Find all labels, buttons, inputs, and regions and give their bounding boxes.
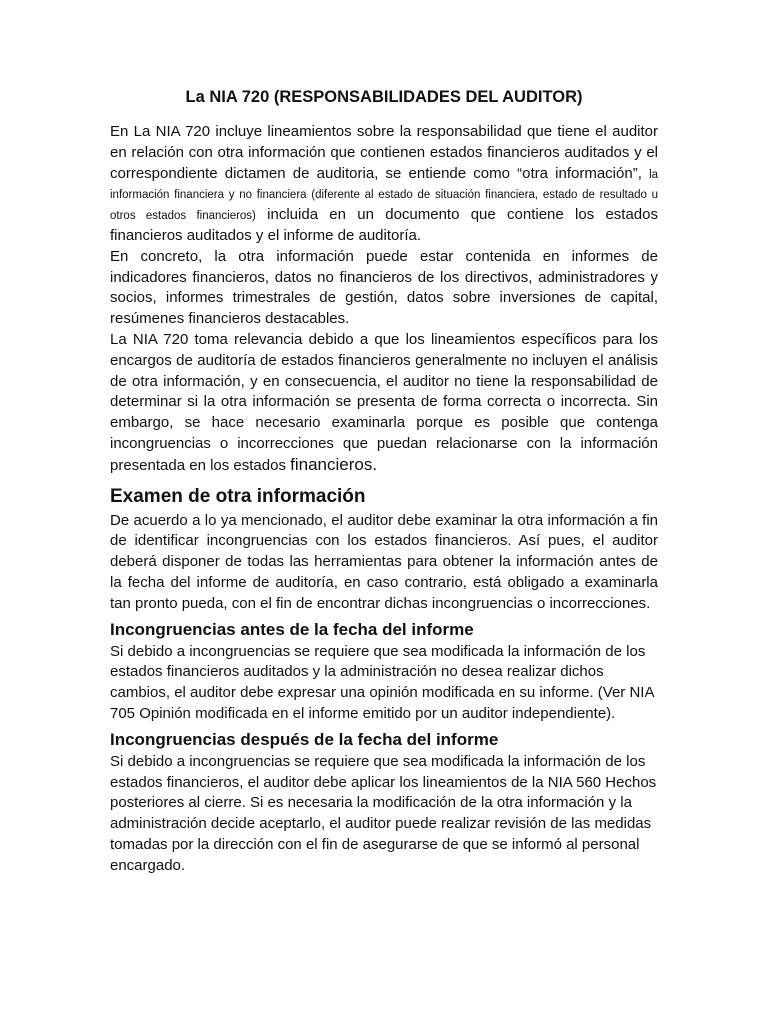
paragraph-incongruencias-antes: Si debido a incongruencias se requiere que sea modificada la información de los estados financieros auditados y la administración no desea realizar dichos cambios, el auditor debe expresar una opinión modificada en su informe. (Ver NIA 705 Opinión modificada en el informe emitido por un auditor independiente). [110,642,654,722]
intro-text-part1: En La NIA 720 incluye lineamientos sobre la responsabilidad que tiene el auditor en relación con otra información que contienen estados financieros auditados y el correspondiente dictamen de auditoria, se entiende como “otra información”, [110,123,658,182]
heading-examen: Examen de otra información [110,485,366,507]
heading-incongruencias-despues: Incongruencias después de la fecha del informe [110,729,499,749]
heading-incongruencias-antes: Incongruencias antes de la fecha del informe [110,619,474,639]
intro-paragraph [110,122,658,247]
intro-text-small: la información financiera y no financiera (diferente al estado de situación financiera, estado de resultado u otros estados financieros) [110,168,659,223]
document-title: La NIA 720 (RESPONSABILIDADES DEL AUDITOR) [185,88,583,106]
relevance-tail: financieros. [290,454,378,474]
paragraph-examples: En concreto, la otra información puede estar contenida en informes de indicadores financieros, datos no financieros de los directivos, administradores y socios, informes trimestrales de gestión, datos sobre inversiones de capital, resúmenes financieros destacables. [110,247,658,328]
paragraph-incongruencias-despues: Si debido a incongruencias se requiere que sea modificada la información de los estados financieros, el auditor debe aplicar los lineamientos de la NIA 560 Hechos posteriores al cierre. Si es necesaria la modificación de la otra información y la administración decide aceptarlo, el auditor puede realizar revisión de las medidas tomadas por la dirección con el fin de asegurarse de que se informó al personal encargado. [110,752,657,874]
intro-text-part3: incluida en un documento que contiene los estados financieros auditados y el informe de auditoría. [110,206,658,244]
paragraph-examen: De acuerdo a lo ya mencionado, el auditor debe examinar la otra información a fin de identificar incongruencias con los estados financieros. Así pues, el auditor deberá disponer de todas las herramientas para obtener la información antes de la fecha del informe de auditoría, en caso contrario, está obligado a examinarla tan pronto pueda, con el fin de encontrar dichas incongruencias o incorrecciones. [110,511,658,612]
document-body [110,86,658,877]
relevance-text: La NIA 720 toma relevancia debido a que los lineamientos específicos para los encargos de auditoría de estados financieros generalmente no incluyen el análisis de otra información, y en consecuencia, el auditor no tiene la responsabilidad de determinar si la otra información se presenta de forma correcta o incorrecta. Sin embargo, se hace necesario examinarla porque es posible que contenga incongruencias o incorrecciones que puedan relacionarse con la información presentada en los estados [110,330,658,474]
paragraph-relevance [110,330,658,477]
